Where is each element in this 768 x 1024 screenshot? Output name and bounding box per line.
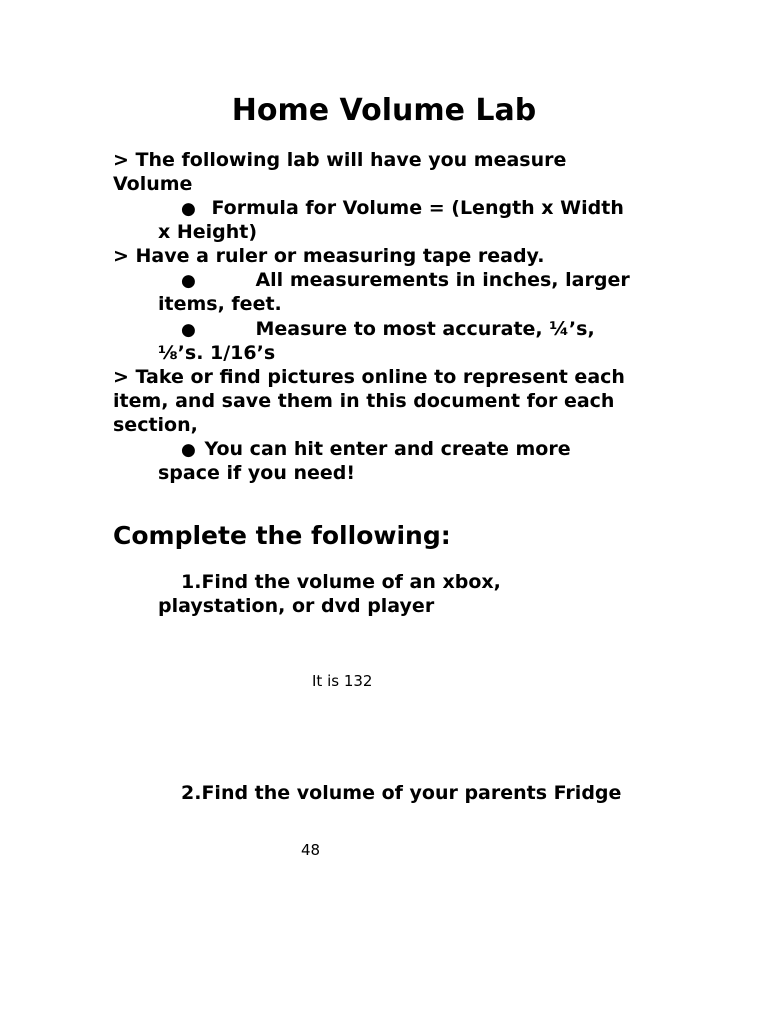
hint-text-b: space if you need! (158, 462, 356, 484)
question-1 (181, 570, 501, 594)
question-text-1b: playstation, or dvd player (158, 595, 435, 617)
measure-bullet-item-1 (181, 268, 630, 293)
question-text-1a: Find the volume of an xbox, (201, 571, 501, 593)
question-number: 1. (181, 571, 202, 593)
bullet-icon: ● (181, 440, 196, 460)
page-number: 48 (301, 841, 321, 859)
measure-text-2b: ⅛’s. 1/16’s (158, 342, 276, 364)
page-title: Home Volume Lab (231, 93, 537, 128)
intro-line-3c: section, (113, 414, 198, 436)
hint-bullet-item (181, 437, 571, 462)
measure-bullet-item-2 (181, 317, 595, 342)
intro-line-3b: item, and save them in this document for each (113, 390, 615, 412)
intro-line-2: > Have a ruler or measuring tape ready. (113, 245, 545, 267)
hint-text-a: You can hit enter and create more (204, 438, 571, 460)
intro-line-1b: Volume (113, 173, 193, 195)
answer-text-1: It is 132 (312, 672, 373, 690)
section-heading: Complete the following: (113, 521, 451, 550)
intro-line-1a: > The following lab will have you measure (113, 149, 567, 171)
formula-text-b: x Height) (158, 221, 258, 243)
question-2 (181, 781, 621, 805)
measure-text-2a: Measure to most accurate, ¼’s, (255, 318, 595, 340)
bullet-icon: ● (181, 271, 196, 291)
measure-text-1a: All measurements in inches, larger (255, 269, 630, 291)
formula-bullet-item (181, 196, 624, 221)
question-text-2a: Find the volume of your parents Fridge (201, 782, 622, 804)
intro-line-3a: > Take or find pictures online to represent each (113, 366, 625, 388)
bullet-icon: ● (181, 199, 196, 219)
question-number: 2. (181, 782, 202, 804)
bullet-icon: ● (181, 320, 196, 340)
measure-text-1b: items, feet. (158, 293, 282, 315)
formula-text-a: Formula for Volume = (Length x Width (211, 197, 624, 219)
